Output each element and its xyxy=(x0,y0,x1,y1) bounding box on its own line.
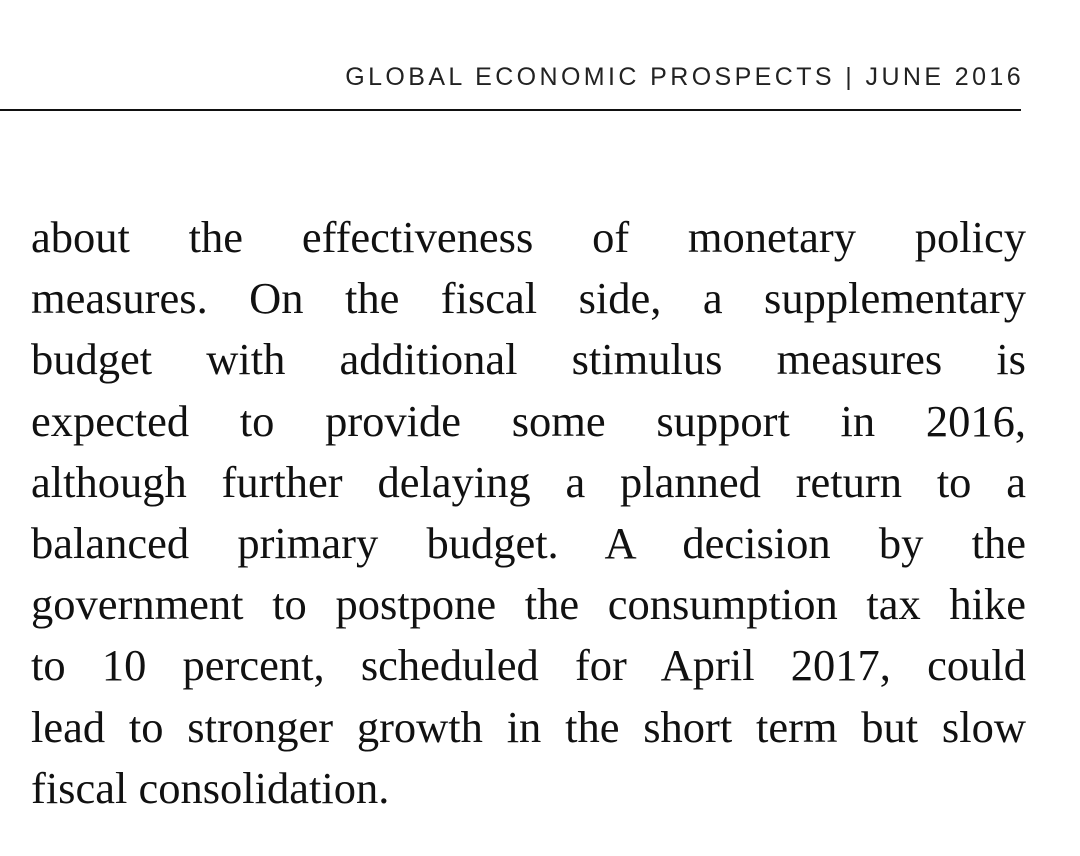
paragraph-line: budget with additional stimulus measures is xyxy=(31,334,1026,385)
body-paragraph xyxy=(31,207,1026,819)
paragraph-line: balanced primary budget. A decision by the xyxy=(31,518,1026,569)
paragraph-line: expected to provide some support in 2016, xyxy=(31,395,1026,446)
paragraph-line: fiscal consolidation. xyxy=(31,762,390,813)
paragraph-line: although further delaying a planned return to a xyxy=(31,456,1026,507)
paragraph-line: government to postpone the consumption tax hike xyxy=(31,579,1026,630)
paragraph-line: lead to stronger growth in the short term but slow xyxy=(31,701,1026,752)
running-header: GLOBAL ECONOMIC PROSPECTS | JUNE 2016 xyxy=(345,63,1024,91)
paragraph-line: about the effectiveness of monetary policy xyxy=(31,212,1026,262)
paragraph-line: to 10 percent, scheduled for April 2017, could xyxy=(31,640,1026,691)
header-divider xyxy=(0,109,1021,111)
paragraph-line: measures. On the fiscal side, a supplementary xyxy=(31,273,1026,324)
